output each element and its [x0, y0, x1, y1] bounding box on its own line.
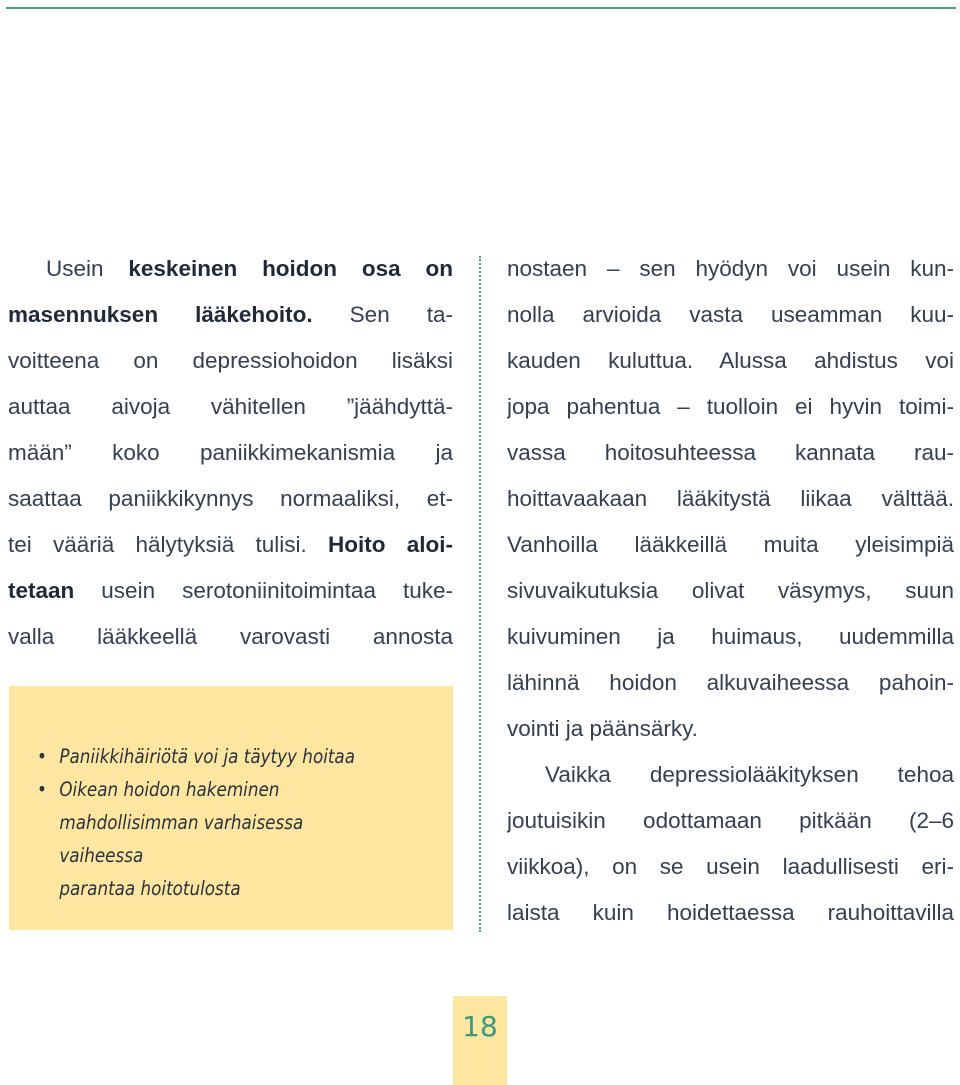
left-line-7 — [8, 522, 453, 568]
right-line: viikkoa), on se usein laadullisesti eri- — [507, 854, 954, 879]
page-number-tab — [453, 996, 507, 1085]
left-line-2 — [8, 292, 453, 338]
right-line: vassa hoitosuhteessa kannata rau- — [507, 440, 954, 465]
right-line: sivuvaikutuksia olivat väsymys, suun — [507, 578, 954, 603]
right-line: joutuisikin odottamaan pitkään (2–6 — [507, 808, 954, 833]
callout-item — [37, 740, 381, 773]
bullet-icon: • — [37, 778, 47, 801]
top-rule — [6, 7, 956, 9]
left-line-9: valla lääkkeellä varovasti annosta — [8, 624, 453, 649]
text-run: Usein — [46, 256, 129, 281]
page-number: 18 — [462, 1010, 498, 1043]
right-line: kauden kuluttua. Alussa ahdistus voi — [507, 348, 954, 373]
callout-item-line: Oikean hoidon hakeminen — [59, 778, 280, 801]
left-line-1 — [8, 246, 453, 292]
text-run: usein serotoniinitoimintaa tuke- — [74, 578, 453, 603]
callout-item-line: parantaa hoitotulosta — [59, 877, 241, 900]
left-line-8 — [8, 568, 453, 614]
left-line-3: voitteena on depressiohoidon lisäksi — [8, 348, 453, 373]
bold-run: keskeinen hoidon osa on — [128, 256, 453, 281]
right-line: lähinnä hoidon alkuvaiheessa pahoin- — [507, 670, 954, 695]
bold-run: Hoito aloi- — [328, 532, 453, 557]
callout-item-line: Paniikkihäiriötä voi ja täytyy hoitaa — [59, 745, 355, 768]
right-line: laista kuin hoidettaessa rauhoittavilla — [507, 900, 954, 925]
right-line: hoittavaakaan lääkitystä liikaa välttää. — [507, 486, 954, 511]
right-column — [507, 246, 954, 936]
right-line: vointi ja päänsärky. — [507, 716, 698, 741]
text-run: Sen ta- — [312, 302, 453, 327]
left-line-5: mään” koko paniikkimekanismia ja — [8, 440, 453, 465]
left-line-4: auttaa aivoja vähitellen ”jäähdyttä- — [8, 394, 453, 419]
right-line: Vanhoilla lääkkeillä muita yleisimpiä — [507, 532, 954, 557]
callout-box — [9, 686, 453, 930]
left-line-6: saattaa paniikkikynnys normaaliksi, et- — [8, 486, 453, 511]
callout-item-line: mahdollisimman varhaisessa vaiheessa — [59, 811, 304, 867]
bold-run: tetaan — [8, 578, 75, 603]
text-run: tei vääriä hälytyksiä tulisi. — [8, 532, 329, 557]
right-line: Vaikka depressiolääkityksen tehoa — [545, 762, 954, 787]
bullet-icon: • — [37, 745, 47, 768]
callout-item — [37, 773, 381, 905]
callout-list — [37, 740, 381, 905]
column-divider — [479, 256, 481, 932]
right-line: nolla arvioida vasta useamman kuu- — [507, 302, 954, 327]
left-column — [8, 246, 453, 660]
right-line: kuivuminen ja huimaus, uudemmilla — [507, 624, 954, 649]
right-line: nostaen – sen hyödyn voi usein kun- — [507, 256, 954, 281]
right-line: jopa pahentua – tuolloin ei hyvin toimi- — [507, 394, 954, 419]
bold-run: masennuksen lääkehoito. — [8, 302, 313, 327]
